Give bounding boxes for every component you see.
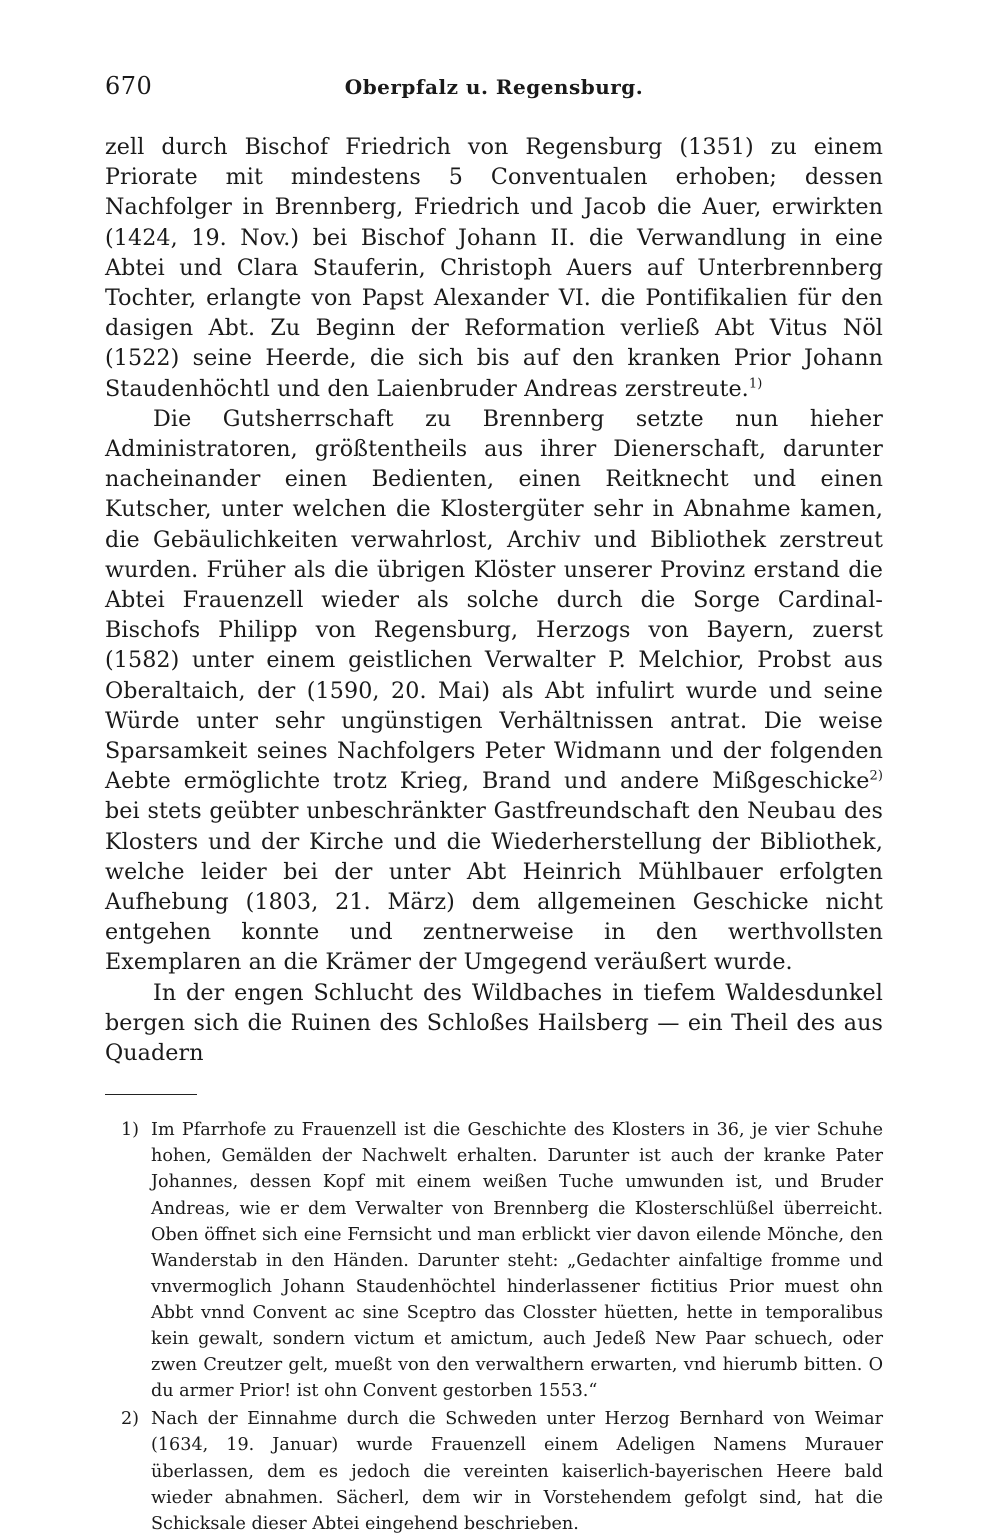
footnote-1-mark: 1)	[120, 1120, 139, 1141]
paragraph-2	[105, 404, 883, 978]
footnote-2-text: Nach der Einnahme durch die Schweden unter Herzog Bernhard von Weimar (1634, 19. Januar) wurde Frauenzell einem Adeligen Namens Murauer überlassen, dem es jedoch die vereinten kaiserlich-bayerischen Heere bald wieder abnahmen. Sächerl, dem wir in Vorstehendem gefolgt sind, hat die Schicksale dieser Abtei eingehend beschrieben.	[151, 1409, 883, 1534]
main-text	[105, 132, 883, 1068]
paragraph-1-text: zell durch Bischof Friedrich von Regensburg (1351) zu einem Priorate mit mindestens 5 Conventualen erhoben; dessen Nachfolger in Brennberg, Friedrich und Jacob die Auer, erwirkten (1424, 19. Nov.) bei Bischof Johann II. die Verwandlung in eine Abtei und Clara Stauferin, Christoph Auers auf Unterbrennberg Tochter, erlangte von Papst Alexander VI. die Pontifikalien für den dasigen Abt. Zu Beginn der Reformation verließ Abt Vitus Nöl (1522) seine Heerde, die sich bis auf den kranken Prior Johann Staudenhöchtl und den Laienbruder Andreas zerstreute.	[105, 134, 883, 402]
paragraph-2-continuation: bei stets geübter unbeschränkter Gastfreundschaft den Neubau des Klosters und der Kirche und die Wiederherstellung der Bibliothek, welche leider bei der unter Abt Heinrich Mühlbauer erfolgten Aufhebung (1803, 21. März) dem allgemeinen Geschicke nicht entgehen konnte und zentnerweise in den werthvollsten Exemplaren an die Krämer der Umgegend veräußert wurde.	[105, 798, 883, 976]
footnote-ref-1[interactable]: 1)	[748, 376, 763, 392]
paragraph-3-text: In der engen Schlucht des Wildbaches in tiefem Waldesdunkel bergen sich die Ruinen des Schloßes Hailsberg — ein Theil des aus Quadern	[105, 979, 883, 1067]
paragraph-3	[105, 978, 883, 1069]
footnote-divider	[105, 1094, 197, 1095]
footnote-2-mark: 2)	[120, 1409, 139, 1430]
paragraph-1	[105, 132, 883, 404]
page-header	[105, 72, 883, 112]
running-head: Oberpfalz u. Regensburg.	[344, 75, 644, 99]
footnote-ref-2[interactable]: 2)	[869, 768, 883, 784]
footnote-1	[105, 1117, 883, 1404]
footnote-1-text: Im Pfarrhofe zu Frauenzell ist die Geschichte des Klosters in 36, je vier Schuhe hohen, Gemälden der Nachwelt erhalten. Darunter ist auch der kranke Pater Johannes, dessen Kopf mit einem weißen Tuche umwunden ist, und Bruder Andreas, wie er dem Verwalter von Brennberg die Klosterschlüßel überreicht. Oben öffnet sich eine Fernsicht und man erblickt vier davon eilende Mönche, den Wanderstab in den Händen. Darunter steht: „Gedachter ainfaltige fromme und vnvermoglich Johann Staudenhöchtel hinderlassener fictitius Prior muest ohn Abbt vnnd Convent ac sine Sceptro das Closster hüetten, hette in temporalibus kein gewalt, sondern victum et amictum, auch Jedeß New Paar schuech, oder zwen Creutzer gelt, mueßt von den verwalthern erwarten, vnd hierumb bitten. O du armer Prior! ist ohn Convent gestorben 1553.“	[151, 1120, 883, 1402]
footnote-2	[105, 1406, 883, 1536]
book-page	[105, 72, 883, 1534]
paragraph-2-text: Die Gutsherrschaft zu Brennberg setzte nun hieher Administratoren, größtentheils aus ihrer Dienerschaft, darunter nacheinander einen Bedienten, einen Reitknecht und einen Kutscher, unter welchen die Klostergüter sehr in Abnahme kamen, die Gebäulichkeiten verwahrlost, Archiv und Bibliothek zerstreut wurden. Früher als die übrigen Klöster unserer Provinz erstand die Abtei Frauenzell wieder als solche durch die Sorge Cardinal-Bischofs Philipp von Regensburg, Herzogs von Bayern, zuerst (1582) unter einem geistlichen Verwalter P. Melchior, Probst aus Oberaltaich, der (1590, 20. Mai) als Abt infulirt wurde und seine Würde unter sehr ungünstigen Verhältnissen antrat. Die weise Sparsamkeit seines Nachfolgers Peter Widmann und der folgenden Aebte ermöglichte trotz Krieg, Brand und andere Mißgeschicke	[105, 405, 883, 795]
footnotes	[105, 1117, 883, 1537]
page-number: 670	[105, 72, 153, 100]
